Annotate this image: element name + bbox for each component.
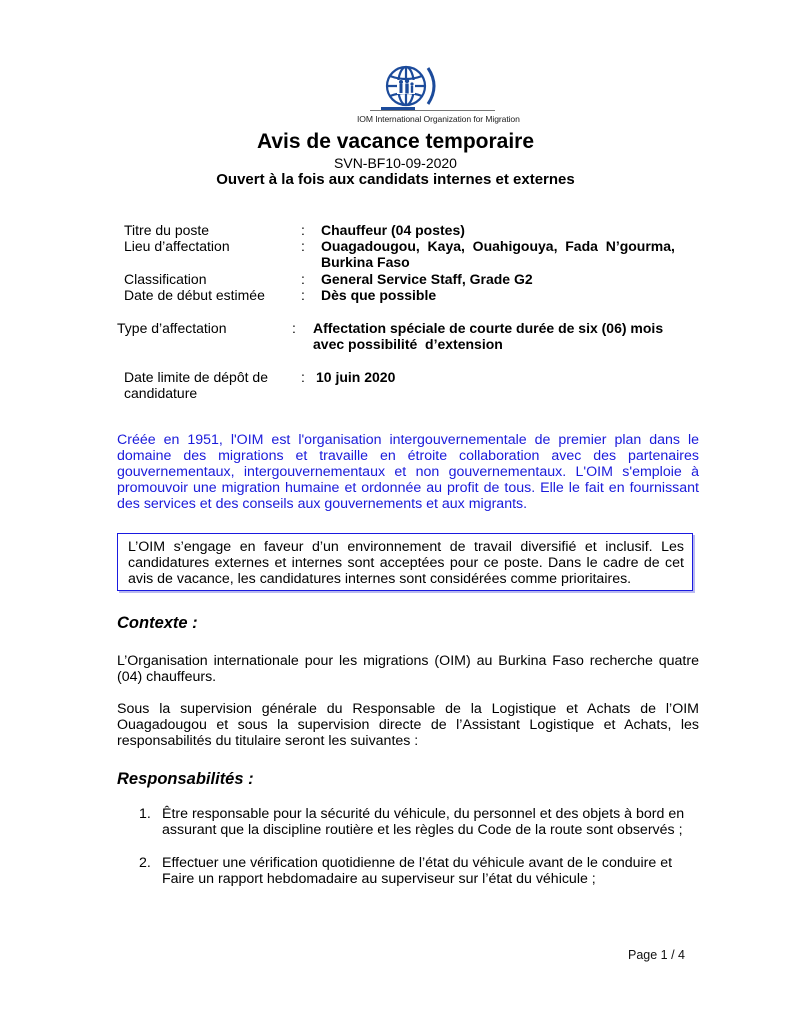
type-label: Type d’affectation	[117, 320, 227, 336]
responsibility-1-number: 1.	[139, 806, 151, 822]
date-limite-label-line2: candidature	[124, 385, 198, 401]
lieu-label: Lieu d’affectation	[124, 238, 230, 254]
date-debut-label: Date de début estimée	[124, 287, 265, 303]
about-iom-paragraph: Créée en 1951, l'OIM est l'organisation intergouvernementale de premier plan dans le domaine des migrations et travaille en étroite collaboration avec des partenaires gouvernementaux, intergouvernementaux et non gouvernementaux. L'OIM s'emploie à promouvoir une migration humaine et ordonnée au profit de tous. Elle le fait en fournissant des services et des conseils aux gouvernements et aux migrants.	[117, 432, 699, 512]
responsibility-2-text: Effectuer une vérification quotidienne de l’état du véhicule avant de le conduire et Faire un rapport hebdomadaire au superviseur sur l’état du véhicule ;	[162, 855, 673, 887]
date-limite-value: 10 juin 2020	[316, 369, 396, 385]
diversity-notice-box	[117, 533, 693, 591]
diversity-notice-text: L’OIM s’engage en faveur d’un environnement de travail diversifié et inclusif. Les candidatures externes et internes sont acceptées pour ce poste. Dans le cadre de cet avis de vacance, les candidatures internes sont considérées comme prioritaires.	[128, 539, 684, 587]
iom-logo	[357, 62, 520, 124]
date-debut-colon: :	[301, 287, 305, 303]
page-number: Page 1 / 4	[628, 948, 685, 962]
classification-colon: :	[301, 271, 305, 287]
lieu-colon: :	[301, 238, 305, 254]
responsibility-2-number: 2.	[139, 855, 151, 871]
contexte-paragraph-2: Sous la supervision générale du Responsable de la Logistique et Achats de l’OIM Ouagadougou et sous la supervision directe de l’Assistant Logistique et Achats, les responsabilités du titulaire seront les suivantes :	[117, 701, 699, 749]
type-value-line1: Affectation spéciale de courte durée de six (06) mois	[313, 320, 664, 336]
titre-label: Titre du poste	[124, 222, 210, 238]
type-value-line2: avec possibilité d’extension	[313, 336, 503, 352]
lieu-value-line1: Ouagadougou, Kaya, Ouahigouya, Fada N’gourma,	[321, 238, 675, 254]
responsabilites-heading: Responsabilités :	[117, 770, 254, 788]
date-limite-label-line1: Date limite de dépôt de	[124, 369, 268, 385]
contexte-heading: Contexte :	[117, 614, 198, 632]
lieu-value-line2: Burkina Faso	[321, 254, 410, 270]
logo-caption: IOM International Organization for Migration	[357, 114, 520, 124]
contexte-paragraph-1: L’Organisation internationale pour les migrations (OIM) au Burkina Faso recherche quatre (04) chauffeurs.	[117, 653, 699, 685]
document-title: Avis de vacance temporaire	[256, 130, 535, 153]
type-colon: :	[292, 320, 296, 336]
responsibility-1-text: Être responsable pour la sécurité du véhicule, du personnel et des objets à bord en assurant que la discipline routière et les règles du Code de la route sont observés ;	[162, 806, 685, 838]
date-limite-colon: :	[301, 369, 305, 385]
iom-globe-icon	[382, 64, 444, 108]
classification-label: Classification	[124, 271, 207, 287]
classification-value: General Service Staff, Grade G2	[321, 271, 533, 287]
logo-rule	[370, 110, 495, 111]
titre-value: Chauffeur (04 postes)	[321, 222, 465, 238]
titre-colon: :	[301, 222, 305, 238]
open-to-line: Ouvert à la fois aux candidats internes et externes	[216, 171, 575, 188]
vacancy-reference: SVN-BF10-09-2020	[334, 155, 457, 171]
date-debut-value: Dès que possible	[321, 287, 437, 303]
